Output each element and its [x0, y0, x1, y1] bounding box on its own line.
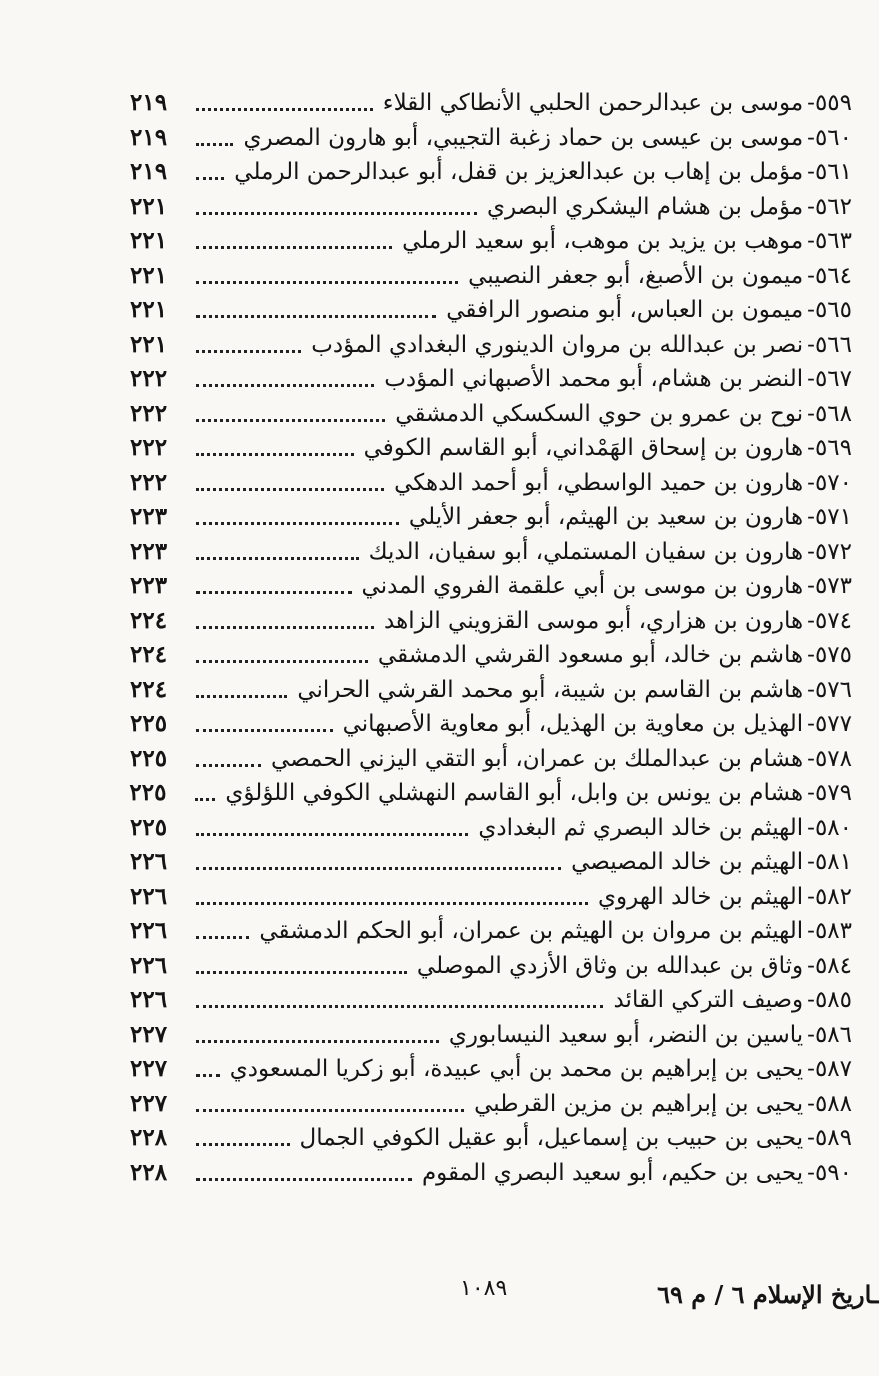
entry-title: هشام بن عبدالملك بن عمران، أبو التقي اليزني الحمصي [271, 745, 804, 772]
entry-number: ٥٧٦- [807, 676, 852, 703]
entry-number: ٥٥٩- [807, 90, 852, 116]
entry-number: ٥٧٥- [807, 642, 852, 668]
toc-entry [130, 466, 852, 501]
entry-title: ميمون بن الأصبغ، أبو جعفر النصيبي [468, 262, 804, 289]
entry-page-number: ٢١٩ [130, 123, 168, 151]
toc-entry [130, 604, 852, 639]
entry-page-number: ٢٢٤ [130, 606, 168, 634]
toc-entry [130, 155, 852, 190]
toc-entry [130, 914, 852, 949]
entry-title: يحيى بن إبراهيم بن مزين القرطبي [474, 1090, 804, 1117]
entry-number: ٥٦٢- [807, 193, 852, 220]
dot-leader [196, 1142, 290, 1146]
entry-title: يحيى بن حكيم، أبو سعيد البصري المقوم [421, 1159, 804, 1186]
dot-leader [196, 935, 249, 939]
entry-number: ٥٧١- [807, 504, 852, 530]
dot-leader [196, 314, 436, 318]
dot-leader [196, 625, 374, 629]
page-number: ١٠٨٩ [460, 1276, 508, 1301]
entry-title: هاشم بن خالد، أبو مسعود القرشي الدمشقي [377, 642, 804, 668]
dot-leader [196, 211, 477, 215]
dot-leader [195, 797, 215, 801]
toc-entry [130, 224, 852, 259]
entry-page-number: ٢٢٨ [130, 1124, 168, 1151]
entry-title: الهيثم بن خالد الهروي [598, 883, 804, 910]
entry-page-number: ٢٢٣ [130, 537, 168, 565]
toc-entry [130, 811, 852, 846]
entry-number: ٥٨٧- [807, 1056, 852, 1082]
dot-leader [196, 383, 374, 387]
entry-page-number: ٢٢٧ [130, 1020, 168, 1048]
dot-leader [196, 866, 561, 870]
toc-entry [130, 569, 852, 604]
entry-number: ٥٦٥- [807, 297, 852, 323]
entry-number: ٥٦٦- [807, 331, 852, 358]
entry-page-number: ٢٢٦ [130, 848, 168, 875]
entry-title: الهذيل بن معاوية بن الهذيل، أبو معاوية الأصبهاني [342, 711, 804, 737]
entry-title: موسى بن عبدالرحمن الحلبي الأنطاكي القلاء [382, 90, 804, 116]
dot-leader [196, 659, 368, 663]
entry-number: ٥٨٨- [807, 1090, 852, 1117]
dot-leader [196, 1108, 464, 1112]
toc-entry [130, 293, 852, 328]
toc-entry [130, 1156, 852, 1191]
entry-title: نوح بن عمرو بن حوي السكسكي الدمشقي [395, 400, 804, 427]
toc-entry [130, 638, 852, 673]
toc-entry [130, 880, 852, 915]
entry-number: ٥٧٤- [807, 607, 852, 634]
entry-page-number: ٢٢٢ [130, 365, 168, 392]
entry-page-number: ٢٢٢ [130, 399, 168, 427]
entry-page-number: ٢٢٥ [129, 779, 167, 806]
toc-entry [130, 535, 852, 570]
entry-number: ٥٧٠- [807, 469, 852, 496]
entry-title: يحيى بن حبيب بن إسماعيل، أبو عقيل الكوفي الجمال [299, 1125, 804, 1151]
entry-number: ٥٧٩- [807, 780, 852, 806]
toc-entry [130, 1087, 852, 1122]
toc-entry [130, 500, 852, 535]
entry-number: ٥٨٥- [807, 987, 852, 1013]
entry-page-number: ٢٢١ [130, 192, 168, 220]
entry-number: ٥٨٢- [807, 883, 852, 910]
entry-page-number: ٢١٩ [130, 158, 168, 185]
entry-number: ٥٧٢- [807, 538, 852, 565]
entry-title: نصر بن عبدالله بن مروان الدينوري البغدادي المؤدب [311, 331, 804, 358]
entry-title: مؤمل بن إهاب بن عبدالعزيز بن قفل، أبو عبدالرحمن الرملي [234, 159, 804, 185]
entry-number: ٥٨٤- [807, 952, 852, 979]
entry-title: هارون بن هزاري، أبو موسى القزويني الزاهد [384, 607, 804, 634]
entry-title: هارون بن إسحاق الهَمْداني، أبو القاسم الكوفي [363, 435, 804, 461]
toc-entry [130, 259, 852, 294]
entry-page-number: ٢٢٦ [130, 882, 168, 910]
dot-leader [196, 763, 261, 767]
entry-title: ياسين بن النضر، أبو سعيد النيسابوري [448, 1021, 804, 1048]
entry-page-number: ٢٢٧ [130, 1055, 168, 1082]
entry-page-number: ٢٢٦ [130, 986, 168, 1013]
dot-leader [196, 901, 588, 905]
entry-page-number: ٢٢٢ [130, 434, 168, 461]
dot-leader [196, 107, 373, 111]
entry-title: موسى بن عيسى بن حماد زغبة التجيبي، أبو هارون المصري [243, 124, 804, 151]
toc-entry [130, 328, 852, 363]
entry-page-number: ٢٢٤ [130, 641, 168, 668]
dot-leader [196, 452, 354, 456]
dot-leader [196, 970, 407, 974]
dot-leader [196, 728, 333, 732]
entry-title: الهيثم بن خالد البصري ثم البغدادي [478, 814, 804, 841]
entry-number: ٥٦٣- [807, 228, 852, 254]
entry-page-number: ٢٢١ [130, 330, 168, 358]
page-footer [0, 1276, 879, 1320]
entry-title: يحيى بن إبراهيم بن محمد بن أبي عبيدة، أبو زكريا المسعودي [229, 1056, 804, 1082]
entry-number: ٥٨٠- [807, 814, 852, 841]
entry-page-number: ٢٢٦ [130, 917, 168, 944]
dot-leader [196, 832, 468, 836]
dot-leader [196, 556, 359, 560]
entry-page-number: ٢٢١ [130, 227, 168, 254]
toc-entry [130, 86, 852, 121]
entry-number: ٥٦١- [807, 159, 852, 185]
entry-title: النضر بن هشام، أبو محمد الأصبهاني المؤدب [384, 366, 804, 392]
entry-number: ٥٨١- [807, 849, 852, 875]
dot-leader [196, 280, 458, 284]
entry-number: ٥٨٩- [807, 1125, 852, 1151]
entry-page-number: ٢٢٣ [130, 503, 168, 530]
entry-page-number: ٢٢١ [130, 296, 168, 323]
toc-entry [130, 742, 852, 777]
toc-entry [130, 397, 852, 432]
toc-entry [130, 673, 852, 708]
dot-leader [196, 418, 385, 422]
entry-title: هارون بن موسى بن أبي علقمة الفروي المدني [361, 573, 804, 599]
toc-entry [130, 190, 852, 225]
entry-page-number: ٢٢٣ [130, 572, 168, 599]
toc-entry [130, 983, 852, 1018]
entry-title: ميمون بن العباس، أبو منصور الرافقي [446, 297, 804, 323]
toc-entry [130, 1018, 852, 1053]
entry-title: مؤمل بن هشام اليشكري البصري [486, 193, 804, 220]
toc-entry [130, 949, 852, 984]
entry-page-number: ٢٢٧ [130, 1089, 168, 1117]
entry-page-number: ٢٢١ [130, 261, 168, 289]
toc-entry [130, 121, 852, 156]
dot-leader [196, 176, 224, 180]
table-of-contents [130, 86, 852, 1190]
entry-title: هارون بن سفيان المستملي، أبو سفيان، الديك [368, 538, 804, 565]
dot-leader [196, 142, 233, 146]
entry-number: ٥٧٨- [807, 745, 852, 772]
entry-page-number: ٢٢٥ [130, 813, 168, 841]
toc-entry [130, 362, 852, 397]
entry-number: ٥٦٧- [807, 366, 852, 392]
entry-number: ٥٦٠- [807, 124, 852, 151]
entry-number: ٥٩٠- [807, 1159, 852, 1186]
running-footer-title: ـاريخ الإسلام ٦ / م ٦٩ [657, 1280, 879, 1309]
toc-entry [130, 1052, 852, 1087]
entry-number: ٥٨٦- [807, 1021, 852, 1048]
entry-page-number: ٢٢٨ [130, 1158, 168, 1186]
entry-title: هشام بن يونس بن وابل، أبو القاسم النهشلي الكوفي اللؤلؤي [225, 780, 804, 806]
toc-entry [130, 845, 852, 880]
entry-page-number: ٢٢٥ [130, 710, 168, 737]
toc-entry [130, 1121, 852, 1156]
entry-title: الهيثم بن خالد المصيصي [571, 849, 804, 875]
entry-title: وثاق بن عبدالله بن وثاق الأزدي الموصلي [416, 952, 804, 979]
dot-leader [196, 1039, 439, 1043]
entry-number: ٥٧٧- [807, 711, 852, 737]
entry-title: هارون بن سعيد بن الهيثم، أبو جعفر الأيلي [408, 504, 804, 530]
entry-number: ٥٧٣- [807, 573, 852, 599]
entry-page-number: ٢١٩ [130, 89, 168, 116]
dot-leader [196, 349, 301, 353]
entry-title: الهيثم بن مروان بن الهيثم بن عمران، أبو الحكم الدمشقي [259, 918, 804, 944]
entry-number: ٥٦٤- [807, 262, 852, 289]
entry-page-number: ٢٢٢ [130, 468, 168, 496]
entry-page-number: ٢٢٤ [130, 675, 168, 703]
entry-number: ٥٦٨- [807, 400, 852, 427]
entry-title: هاشم بن القاسم بن شيبة، أبو محمد القرشي الحراني [297, 676, 804, 703]
dot-leader [196, 1073, 220, 1077]
entry-title: وصيف التركي القائد [613, 987, 804, 1013]
entry-title: هارون بن حميد الواسطي، أبو أحمد الدهكي [394, 469, 804, 496]
dot-leader [196, 1177, 412, 1181]
entry-page-number: ٢٢٦ [130, 951, 168, 979]
toc-entry [130, 776, 852, 811]
dot-leader [196, 487, 384, 491]
toc-entry [130, 707, 852, 742]
entry-number: ٥٨٣- [807, 918, 852, 944]
dot-leader [196, 521, 399, 525]
entry-title: موهب بن يزيد بن موهب، أبو سعيد الرملي [402, 228, 804, 254]
entry-number: ٥٦٩- [807, 435, 852, 461]
toc-entry [130, 431, 852, 466]
dot-leader [196, 1004, 603, 1008]
dot-leader [196, 590, 352, 594]
dot-leader [196, 245, 392, 249]
dot-leader [196, 694, 287, 698]
entry-page-number: ٢٢٥ [130, 744, 168, 772]
